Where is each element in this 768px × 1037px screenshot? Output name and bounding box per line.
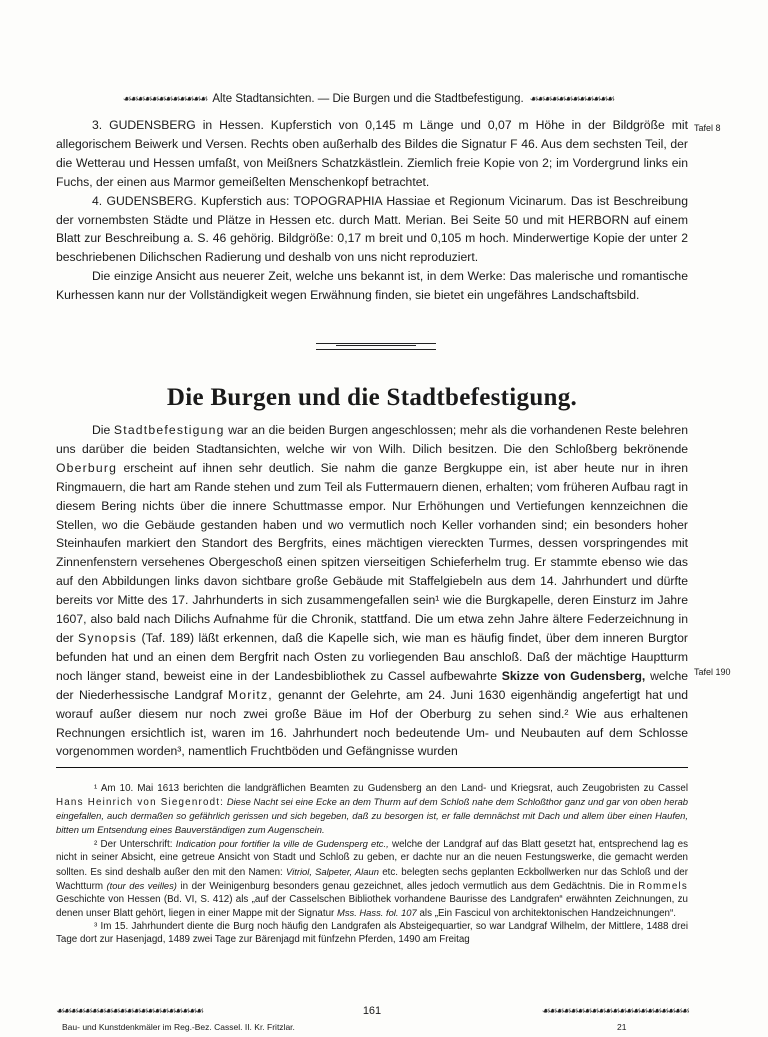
text-run: in der Weinigenburg besonders genau gezeichnet, alles jedoch vermutlich aus dem Gedächtnis. Die in — [176, 880, 639, 892]
intro-text — [56, 116, 688, 305]
spaced-name: Hans Heinrich von Siegenrodt: — [56, 797, 225, 809]
signature-number: 21 — [617, 1022, 627, 1032]
section-body — [56, 421, 688, 761]
footnote-2 — [56, 837, 688, 920]
margin-note-tafel-8: Tafel 8 — [694, 123, 721, 133]
text-run: Die — [92, 423, 114, 437]
running-head-ornament-left: ☙☙☙☙☙☙☙☙☙☙☙☙ — [122, 93, 207, 105]
text-run: als „Ein Fascicul von architektonischen Handzeichnungen“. — [416, 907, 676, 919]
footnotes — [56, 782, 688, 946]
decorative-rule — [316, 343, 436, 350]
section-paragraph — [56, 421, 688, 761]
footnote-3: ³ Im 15. Jahrhundert diente die Burg noch häufig den Landgrafen als Absteigequartier, so war Landgraf Wilhelm, der Mittlere, 1488 drei Tage dort zur Hasenjagd, 1489 zwei Tage zur Bärenjagd mit fünfzehn Pferden, 1490 am Freitag — [56, 920, 688, 946]
italic-term: Mss. Hass. fol. 107 — [337, 906, 417, 918]
section-title: Die Burgen und die Stadtbefestigung. — [166, 384, 578, 411]
italic-term: Vitriol, Salpeter, Alaun — [286, 865, 379, 877]
imprint-line: Bau- und Kunstdenkmäler im Reg.-Bez. Cassel. II. Kr. Fritzlar. — [62, 1022, 295, 1032]
italic-quote: Indication pour fortifier la ville de Gudensperg etc., — [175, 838, 389, 850]
text-run: genannt der Gelehrte, am 24. Juni 1630 eigenhändig angefertigt hat und worauf außer diesem nur noch zwei große Bäue im Hof der Oberburg zu sehen sind.² Wie aus erhaltenen Rechnungen ersichtlich ist, waren im 16. Jahrhundert noch bedeutende Um- und Neubauten auf dem Schlosse vorgenommen worden³, namentlich Fruchtböden und Gefängnisse wurden — [56, 687, 689, 759]
running-head-ornament-right: ☙☙☙☙☙☙☙☙☙☙☙☙ — [529, 93, 614, 105]
text-run: erscheint auf ihnen sehr deutlich. Sie nahm die ganze Bergkuppe ein, ist aber heute nur in ihren Ringmauern, die hart am Rande stehen und zum Teil als Futtermauern dienen, erhalten; vom früheren Aufbau ragt in diesem Bering nichts über die innere Schuttmasse empor. Nur Erhöhungen und Vertiefungen kennzeichnen die Stellen, wo die Gebäude gestanden haben und wo vermutlich noch Keller vorhanden sind; ein besonders hoher Steinhaufen markiert den Standort des Bergfrits, eines mächtigen viereckten Turmes, dessen vorspringendes mit Zinnenfenstern versehenes Obergeschoß einen spitzen vierseitigen Schieferhelm trug. Er stammte ebenso wie das auf den Abbildungen links davon sichtbare große Gebäude mit Staffelgiebeln aus dem 14. Jahrhundert und dürfte bereits vor Mitte des 17. Jahrhunderts in sich zusammengefallen sein¹ wie die Burgkapelle, deren Einsturz im Jahre 1607, also bald nach Dilichs Aufnahme für die Chronik, stattfand. Die um etwa zehn Jahre ältere Federzeichnung in der — [56, 460, 688, 645]
bold-term-skizze: Skizze von Gudensberg, — [501, 668, 646, 683]
footer-ornament-right: ☙☙☙☙☙☙☙☙☙☙☙☙☙☙☙☙☙☙☙☙☙ — [541, 1005, 688, 1017]
italic-quote: Diese Nacht sei eine Ecke an dem Thurm auf dem Schloß nahe dem Schloßthor ganz und gar von oben herab eingefallen, auch dermaßen so gefährlich gerissen und sich begeben, daß zu besorgen ist, er falle demnächst mit Dach und allem über einen Haufen, bitten um Entsendung eines Bauverständigen zum Augenschein. — [56, 796, 688, 836]
footer-ornament-left: ☙☙☙☙☙☙☙☙☙☙☙☙☙☙☙☙☙☙☙☙☙ — [56, 1005, 203, 1017]
text-run: ¹ Am 10. Mai 1613 berichten die landgräflichen Beamten zu Gudensberg an den Land- und Kriegsrat, auch Zeugobristen zu Cassel — [94, 783, 688, 794]
text-run: etc. belegten sechs geplanten Eckbollwerken nur das Schloß und der Wachtturm — [56, 866, 688, 892]
footnote-divider — [56, 767, 688, 768]
intro-paragraph-4: 4. GUDENSBERG. Kupferstich aus: TOPOGRAPHIA Hassiae et Regionum Vicinarum. Das ist Beschreibung der vornembsten Städte und Plätze in Hessen etc. durch Matt. Merian. Bei Seite 50 und mit HERBORN auf einem Blatt zur Beschreibung a. S. 46 gehörig. Bildgröße: 0,17 m breit und 0,105 m hoch. Minderwertige Kopie der unter 2 beschriebenen Dilichschen Radierung und deshalb von uns nicht reproduziert. — [56, 193, 688, 265]
page-number: 161 — [362, 1005, 382, 1017]
running-head — [44, 90, 692, 108]
spaced-term-stadtbefestigung: Stadtbefestigung — [113, 423, 225, 437]
footnote-1 — [56, 782, 688, 837]
text-run: war an die beiden Burgen angeschlossen; mehr als die vorhandenen Reste belehren uns darüber die beiden Stadtansichten, welche wir von Wilh. Dilich besitzen. Die den Schloßberg bekrönende — [56, 423, 688, 456]
italic-term: (tour des veilles) — [106, 879, 177, 891]
text-run: ² Der Unterschrift: — [94, 839, 176, 851]
spaced-term-synopsis: Synopsis — [78, 630, 138, 645]
spaced-term-moritz: Moritz, — [227, 687, 273, 702]
margin-note-tafel-190: Tafel 190 — [694, 667, 731, 677]
page-footer-ornament — [56, 1005, 688, 1017]
intro-paragraph-modern: Die einzige Ansicht aus neuerer Zeit, welche uns bekannt ist, in dem Werke: Das malerische und romantische Kurhessen kann nur der Vollständigkeit wegen Erwähnung finden, sie bietet ein ungefähres Landschaftsbild. — [56, 269, 688, 303]
spaced-name: Rommels — [638, 880, 689, 892]
text-run: welche der Landgraf auf das Blatt gesetzt hat, entsprechend lag es nicht in seiner Absicht, eine getreue Ansicht von Stadt und Schloß zu geben, er dachte nur an die neuen Festungswerke, die gemacht werden sollten. Es sind deshalb außer den mit den Namen: — [56, 839, 688, 878]
intro-paragraph-3: 3. GUDENSBERG in Hessen. Kupferstich von 0,145 m Länge und 0,07 m Höhe in der Bildgröße mit allegorischem Beiwerk und Versen. Rechts oben außerhalb des Bildes die Signatur F 46. Aus dem sechsten Teil, der die Wetterau und Hessen umfaßt, von Meißners Schatzkästlein. Ziemlich freie Kopie von 2; im Vordergrund links ein Fuchs, der einen aus Marmor gemeißelten Menschenkopf betrachtet. — [56, 118, 688, 189]
running-head-text: Alte Stadtansichten. — Die Burgen und die Stadtbefestigung. — [212, 93, 524, 105]
spaced-term-oberburg: Oberburg — [56, 460, 118, 475]
text-run: (Taf. 189) läßt erkennen, daß die Kapelle sich, wie man es häufig findet, über dem inneren Burgtor befunden hat und an einen dem Bergfrit nach Osten zu vorliegenden Bau anschloß. Daß der mächtige Hauptturm noch länger stand, beweist eine in der Landesbibliothek zu Cassel aufbewahrte — [56, 630, 688, 683]
text-run: Geschichte von Hessen (Bd. VI, S. 412) als „auf der Casselschen Bibliothek vorhandene Baurisse des Landgrafen“ erwähnten Zeichnungen, zu denen unser Blatt gehört, liegen in einer Mappe mit der Signatur — [56, 893, 688, 919]
text-run: welche der Niederhessische Landgraf — [56, 668, 689, 702]
